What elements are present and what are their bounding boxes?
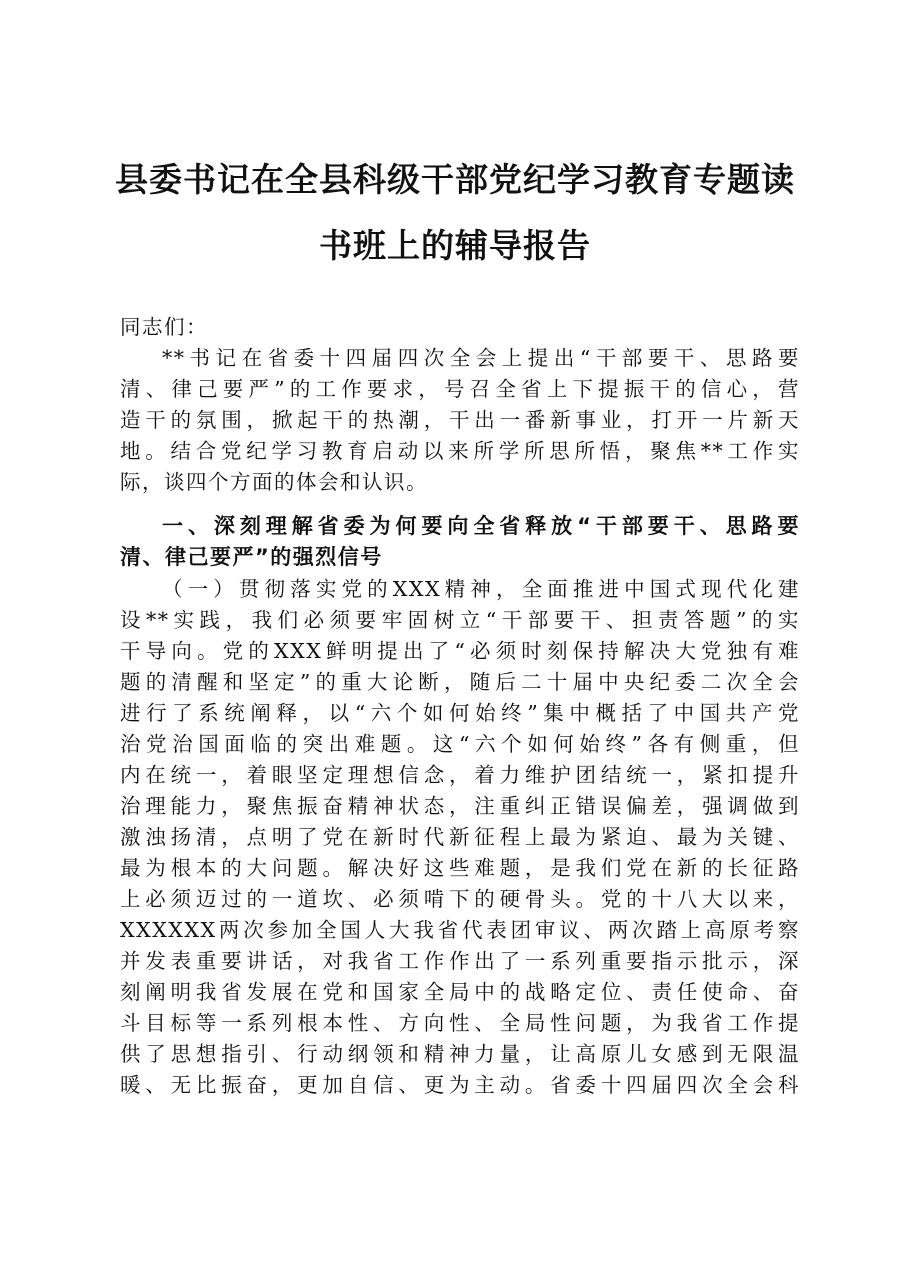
document-title-line-1: 县委书记在全县科级干部党纪学习教育专题读 <box>115 160 795 199</box>
paragraph-2-line-1: （一）贯彻落实党的XXX精神，全面推进中国式现代化建 <box>162 577 800 601</box>
section-heading-line-1: 一、深刻理解省委为何要向全省释放“干部要干、思路要 <box>162 514 800 538</box>
paragraph-1-line-2: 清、律己要严”的工作要求，号召全省上下提振干的信心，营 <box>120 377 800 401</box>
paragraph-2-line-4: 题的清醒和坚定”的重大论断，随后二十届中央纪委二次全会 <box>120 670 800 694</box>
paragraph-2-line-2: 设**实践，我们必须要牢固树立“干部要干、担责答题”的实 <box>120 608 800 632</box>
paragraph-2-line-16: 供了思想指引、行动纲领和精神力量，让高原儿女感到无限温 <box>120 1042 800 1066</box>
paragraph-1-line-3: 造干的氛围，掀起干的热潮，干出一番新事业，打开一片新天 <box>120 408 800 432</box>
paragraph-1-line-5: 际，谈四个方面的体会和认识。 <box>120 470 428 494</box>
paragraph-2-line-15: 斗目标等一系列根本性、方向性、全局性问题，为我省工作提 <box>120 1011 800 1035</box>
paragraph-2-line-13: 并发表重要讲话，对我省工作作出了一系列重要指示批示，深 <box>120 949 800 973</box>
paragraph-2-line-9: 激浊扬清，点明了党在新时代新征程上最为紧迫、最为关键、 <box>120 825 800 849</box>
paragraph-2-line-3: 干导向。党的XXX鲜明提出了“必须时刻保持解决大党独有难 <box>120 639 800 663</box>
section-heading-line-2: 清、律己要严”的强烈信号 <box>120 545 383 569</box>
paragraph-2-line-8: 治理能力，聚焦振奋精神状态，注重纠正错误偏差，强调做到 <box>120 794 800 818</box>
paragraph-2-line-12: XXXXXX两次参加全国人大我省代表团审议、两次踏上高原考察 <box>120 918 800 942</box>
paragraph-2-line-17: 暖、无比振奋，更加自信、更为主动。省委十四届四次全会科 <box>120 1073 800 1097</box>
paragraph-2-line-7: 内在统一，着眼坚定理想信念，着力维护团结统一，紧扣提升 <box>120 763 800 787</box>
paragraph-2-line-5: 进行了系统阐释，以“六个如何始终”集中概括了中国共产党 <box>120 701 800 725</box>
paragraph-2-line-11: 上必须迈过的一道坎、必须啃下的硬骨头。党的十八大以来， <box>120 887 800 911</box>
paragraph-2-line-6: 治党治国面临的突出难题。这“六个如何始终”各有侧重，但 <box>120 732 800 756</box>
paragraph-2-line-10: 最为根本的大问题。解决好这些难题，是我们党在新的长征路 <box>120 856 800 880</box>
paragraph-1-line-4: 地。结合党纪学习教育启动以来所学所思所悟，聚焦**工作实 <box>120 439 800 463</box>
paragraph-1-line-1: **书记在省委十四届四次全会上提出“干部要干、思路要 <box>162 346 800 370</box>
paragraph-2-line-14: 刻阐明我省发展在党和国家全局中的战略定位、责任使命、奋 <box>120 980 800 1004</box>
document-title-line-2: 书班上的辅导报告 <box>319 226 591 265</box>
salutation: 同志们： <box>120 315 208 339</box>
